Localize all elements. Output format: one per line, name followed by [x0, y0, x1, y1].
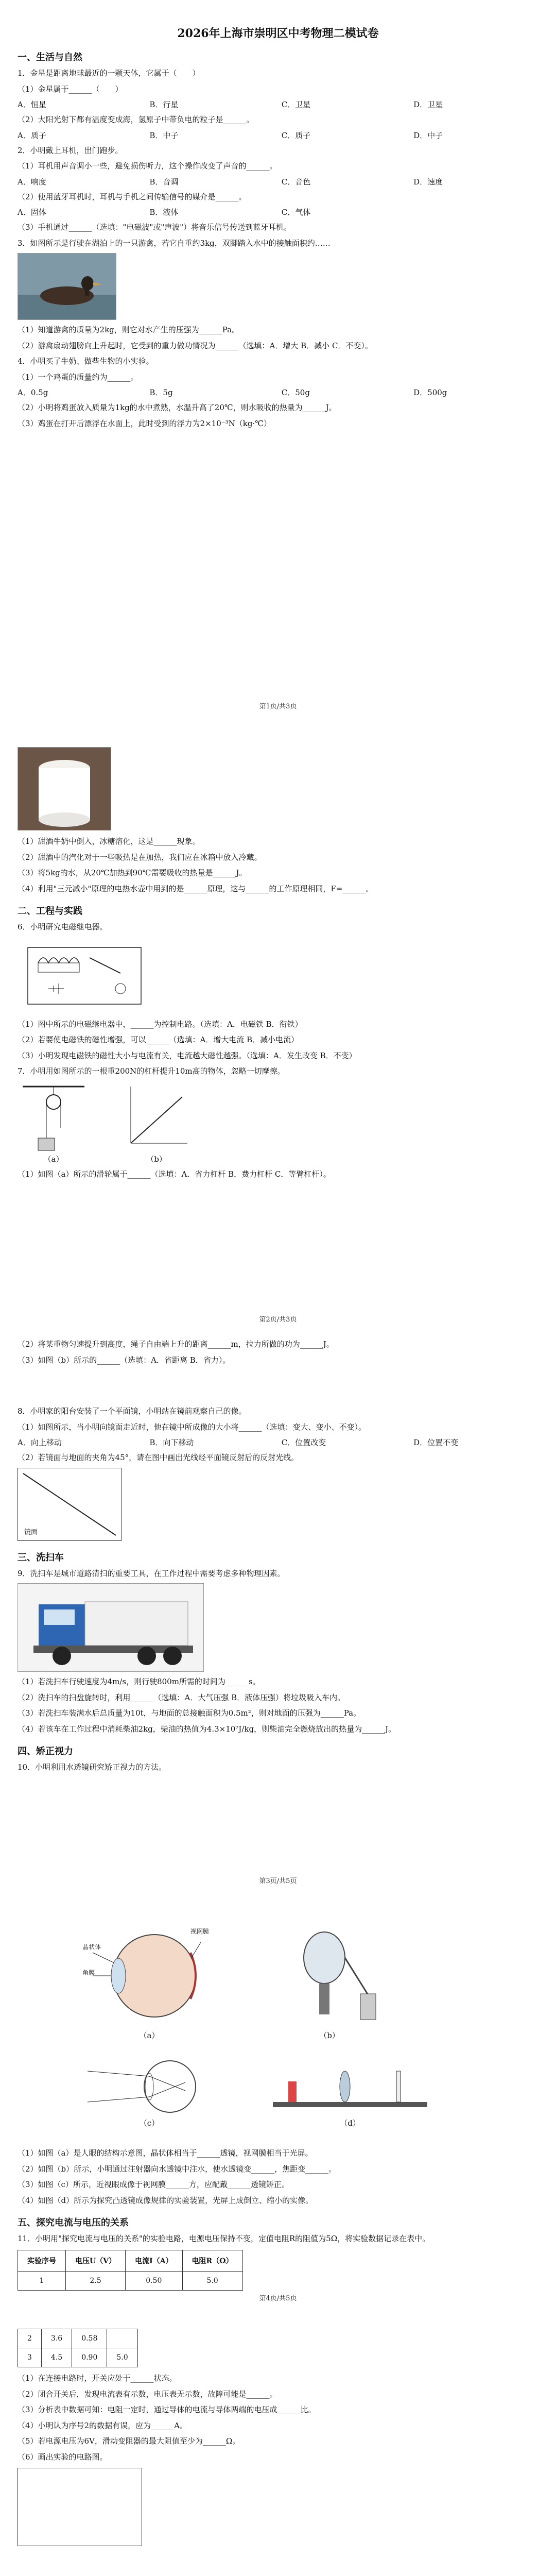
sub-question: （2）闭合开关后，发现电流表有示数，电压表无示数，故障可能是______。	[18, 2389, 277, 2399]
sub-question: （3）手机通过______（选填："电磁波"或"声波"）将音乐信号传送到蓝牙耳机。	[18, 223, 292, 232]
table-cell: 5.0	[107, 2348, 137, 2367]
sub-question: （3）小明发现电磁铁的磁性大小与电流有关，电流越大磁性越强。（选填：A．发生改变 B．不变）	[18, 1050, 357, 1060]
sub-question: （2）如图（b）所示，小明通过注射器向水透镜中注水，使水透镜变______，焦距变______。	[18, 2164, 337, 2174]
sub-question: （2）游禽扇动翅膀向上升起时，它受到的重力做功情况为______（选填：A．增大 B．减小 C．不变）。	[18, 341, 373, 350]
sub-question: （2）小明将鸡蛋放入质量为1kg的水中煮熟，水温升高了20℃，则水吸收的热量为______J。	[18, 403, 337, 412]
sweeper-truck-photo	[18, 1583, 204, 1672]
option: C．位置改变	[281, 1438, 326, 1447]
graph-figure	[120, 1081, 193, 1154]
sub-question: （2）洗扫车的扫盘旋转时，利用______（选填：A．大气压强 B．液体压强）将垃圾吸入车内。	[18, 1692, 345, 1702]
table-cell: 0.50	[126, 2271, 182, 2290]
figure-d	[268, 2056, 432, 2128]
water-lens-figure	[278, 1922, 381, 2030]
optical-bench	[268, 2056, 432, 2117]
option: B．5g	[149, 388, 173, 397]
sub-question: （6）画出实验的电路图。	[18, 2452, 108, 2462]
table-cell: 2.5	[66, 2271, 126, 2290]
table-cell: 4.5	[41, 2348, 72, 2367]
page-4	[0, 2293, 556, 2576]
table-cell: 1	[18, 2271, 66, 2290]
figure-caption: （c）	[139, 2119, 160, 2128]
sub-question: （4）利用"三元减小"原理的电热水壶中用到的是______原理，这与______的工作原理相同，F=______。	[18, 884, 374, 893]
sub-question: （1）图中所示的电磁继电器中，______为控制电路。（选填：A．电磁铁 B．衔铁）	[18, 1019, 303, 1029]
page-2	[0, 742, 556, 1365]
data-table-continued	[18, 2329, 138, 2367]
option: C．音色	[281, 177, 311, 187]
page-footer: 第3页/共5页	[259, 1877, 297, 1885]
option: A．恒星	[18, 100, 46, 109]
sub-question: （2）若镜面与地面的夹角为45°，请在图中画出光线经平面镜反射后的反射光线。	[18, 1453, 299, 1462]
table-cell: 5.0	[182, 2271, 242, 2290]
table-cell	[107, 2329, 137, 2348]
option: C．质子	[281, 130, 311, 140]
option: D．位置不变	[413, 1438, 459, 1447]
option: B．中子	[149, 130, 179, 140]
figure-b	[278, 1922, 381, 2041]
table-header: 电压U（V）	[66, 2250, 126, 2271]
sub-question: （3）若洗扫车装满水后总质量为10t，与地面的总接触面积为0.5m²，则对地面的压强为______Pa。	[18, 1708, 361, 1718]
eye-label: 晶状体	[82, 1943, 101, 1951]
sub-question: （3）将5kg的水，从20℃加热到90℃需要吸收的热量是______J。	[18, 868, 247, 877]
mirror-diagram	[18, 1468, 121, 1541]
eye-cross-section	[82, 1922, 216, 2030]
figure-caption: （d）	[340, 2119, 360, 2128]
table-header: 电流I（A）	[126, 2250, 182, 2271]
options	[18, 387, 538, 398]
options	[18, 176, 538, 187]
question-stem: 11．小明用"探究电流与电压的关系"的实验电路，电源电压保持不变，定值电阻R的阻值为5Ω，将实验数据记录在表中。	[18, 2234, 430, 2243]
figure-caption: （a）	[43, 1154, 64, 1164]
question-stem: 8．小明家的阳台安装了一个平面镜，小明站在镜前观察自己的像。	[18, 1406, 247, 1416]
options	[18, 1437, 538, 1448]
section-heading: 二、工程与实践	[18, 906, 82, 917]
sub-question: （1）如图（a）是人眼的结构示意图，晶状体相当于______透镜，视网膜相当于光屏。	[18, 2148, 313, 2158]
figure-caption: （a）	[139, 2031, 160, 2040]
question-stem: 2．小明戴上耳机，出门跑步。	[18, 145, 123, 155]
options	[18, 207, 538, 217]
page-footer: 第2页/共3页	[259, 1316, 297, 1324]
figure-caption: （b）	[319, 2031, 340, 2040]
question-stem: 1．金星是距离地球最近的一颗天体，它属于（ ）	[18, 69, 200, 78]
options	[18, 130, 538, 141]
table-cell: 3	[18, 2348, 42, 2367]
sub-question: （1）耳机用声音调小一些，避免损伤听力，这个操作改变了声音的______。	[18, 161, 277, 171]
question-stem: 4．小明买了牛奶、做些生物的小实验。	[18, 357, 154, 366]
table-row	[18, 2329, 138, 2348]
sub-question: （1）若洗扫车行驶速度为4m/s，则行驶800m所需的时间为______s。	[18, 1677, 260, 1686]
sub-question: （3）如图（c）所示，近视眼成像于视网膜______方，应配戴______透镜矫正。	[18, 2180, 289, 2189]
data-table	[18, 2250, 243, 2291]
option: B．液体	[149, 208, 179, 217]
figure-a	[18, 1081, 90, 1164]
sub-question: （3）如图（b）所示的______（选填：A．省距离 B．省力）。	[18, 1355, 231, 1365]
page-3	[0, 1401, 556, 2285]
sub-question: （1）知道游禽的质量为2kg，则它对水产生的压强为______Pa。	[18, 325, 240, 334]
eye-figures	[82, 1922, 381, 2041]
sub-question: （2）甜酒中的汽化对于一些吸热是在加热，我们应在冰箱中放入冷藏。	[18, 852, 262, 862]
question-stem: 7．小明用如图所示的一根重200N的杠杆提升10m高的物体，忽略一切摩擦。	[18, 1066, 285, 1076]
option: D．中子	[413, 130, 443, 140]
table-header: 实验序号	[18, 2250, 66, 2271]
sub-question: （1）一个鸡蛋的质量约为______。	[18, 372, 138, 382]
figure-c	[82, 2056, 216, 2128]
myopia-diagram	[82, 2056, 216, 2117]
table-row	[18, 2271, 243, 2290]
option: B．音调	[149, 177, 179, 187]
option: C．50g	[281, 388, 310, 397]
relay-diagram	[18, 937, 151, 1014]
truck-illustration	[18, 1584, 203, 1671]
option: A．向上移动	[18, 1438, 62, 1447]
sub-question: （5）若电源电压为6V，滑动变阻器的最大阻值至少为______Ω。	[18, 2436, 240, 2446]
mirror-label: 镜面	[24, 1528, 38, 1536]
milk-glass-illustration	[18, 748, 111, 830]
page-footer: 第1页/共3页	[259, 703, 297, 710]
optics-figures	[82, 2056, 432, 2128]
option: A．0.5g	[18, 388, 48, 397]
option: A．响度	[18, 177, 46, 187]
sub-question: （2）若要使电磁铁的磁性增强，可以______（选填：A．增大电流 B．减小电流）	[18, 1035, 299, 1044]
sub-question: （2）大阳光射下都有温度变成海，氢原子中带负电的粒子是______。	[18, 115, 254, 124]
sub-question: （4）小明认为序号2的数据有误，应为______A。	[18, 2420, 187, 2430]
option: D．速度	[413, 177, 443, 187]
table-cell: 0.90	[72, 2348, 107, 2367]
sub-question: （2）将某重物匀速提升到高度，绳子自由端上升的距离______m，拉力所做的功为______J。	[18, 1340, 334, 1349]
milk-photo	[18, 747, 111, 831]
table-row	[18, 2348, 138, 2367]
page-1	[0, 0, 556, 710]
sub-question: （4）如图（d）所示为探究凸透镜成像规律的实验装置，光屏上成倒立、缩小的实像。	[18, 2195, 314, 2205]
eye-label: 角膜	[82, 1969, 95, 1976]
options	[18, 99, 538, 110]
figure-a	[82, 1922, 216, 2041]
table-cell: 3.6	[41, 2329, 72, 2348]
sub-question: （1）金星属于______（ ）	[18, 84, 123, 94]
sub-question: （1）如图所示，当小明向镜面走近时，他在镜中所成像的大小将______（选填：变大、变小、不变）。	[18, 1422, 367, 1432]
question-stem: 9．洗扫车是城市道路清扫的重要工具，在工作过程中需要考虑多种物理因素。	[18, 1568, 285, 1578]
sub-question: （3）鸡蛋在打开后漂浮在水面上，此时受到的浮力为2×10⁻³N（kg·℃）	[18, 418, 272, 428]
sub-question: （1）在连接电路时，开关应处于______状态。	[18, 2374, 177, 2383]
pulley-figure	[18, 1081, 90, 1154]
sub-question: （1）如图（a）所示的滑轮属于______（选填：A．省力杠杆 B．费力杠杆 C．等臂杠杆）。	[18, 1169, 331, 1179]
section-heading: 五、探究电流与电压的关系	[18, 2217, 129, 2228]
table-cell: 2	[18, 2329, 42, 2348]
section-heading: 四、矫正视力	[18, 1746, 73, 1757]
option: B．向下移动	[149, 1438, 194, 1447]
lever-figures	[18, 1081, 538, 1164]
option: A．固体	[18, 208, 46, 217]
table-header: 电阻R（Ω）	[182, 2250, 242, 2271]
option: B．行星	[149, 100, 179, 109]
option: A．质子	[18, 130, 46, 140]
relay-circuit-figure	[18, 937, 151, 1014]
table-cell: 0.58	[72, 2329, 107, 2348]
question-stem: 6．小明研究电磁继电器。	[18, 922, 108, 931]
question-stem: 3．如图所示是行驶在湖泊上的一只游禽，若它自重约3kg，双脚踏入水中的接触面积约……	[18, 238, 331, 248]
answer-box[interactable]	[18, 2468, 142, 2546]
sub-question: （1）甜酒牛奶中倒入，冰糖溶化，这是______现象。	[18, 837, 200, 846]
option: C．卫星	[281, 100, 311, 109]
figure-b	[120, 1081, 193, 1164]
exam-title: 2026年上海市崇明区中考物理二模试卷	[177, 27, 379, 40]
page-footer: 第4页/共5页	[259, 2295, 297, 2302]
question-stem: 10．小明利用水透镜研究矫正视力的方法。	[18, 1762, 167, 1772]
option: D．卫星	[413, 100, 443, 109]
eye-label: 视网膜	[190, 1928, 210, 1935]
section-heading: 一、生活与自然	[18, 52, 82, 63]
duck-photo	[18, 253, 116, 320]
figure-caption: （b）	[146, 1154, 167, 1164]
option: C．气体	[281, 208, 311, 217]
section-heading: 三、洗扫车	[18, 1552, 64, 1563]
sub-question: （3）分析表中数据可知：电阻一定时，通过导体的电流与导体两端的电压成______比。	[18, 2405, 316, 2414]
sub-question: （2）使用蓝牙耳机时，耳机与手机之间传输信号的媒介是______。	[18, 192, 247, 201]
option: D．500g	[413, 388, 447, 397]
sub-question: （4）若该车在工作过程中消耗柴油2kg，柴油的热值为4.3×10⁷J/kg，则柴油完全燃烧放出的热量为______J。	[18, 1724, 396, 1734]
duck-illustration	[18, 253, 116, 319]
